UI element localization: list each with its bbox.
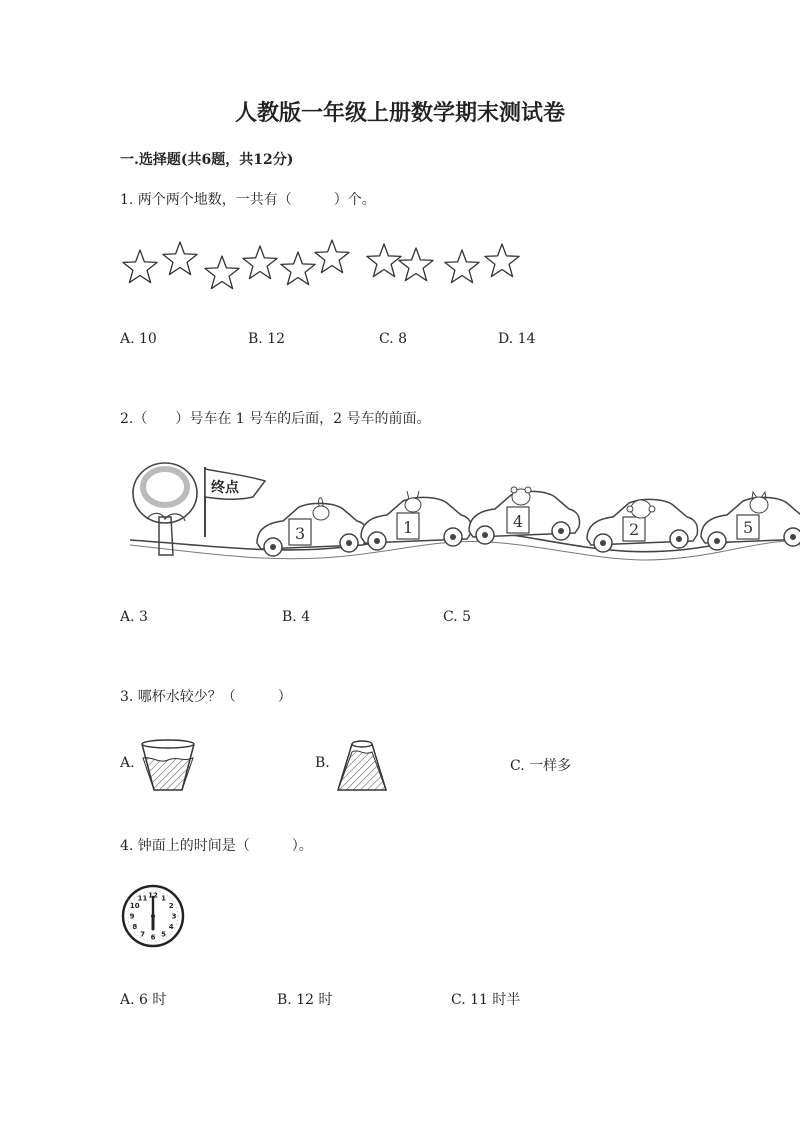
q2-option-c: C. 5 bbox=[443, 609, 472, 625]
section-heading: 一.选择题(共6题，共12分) bbox=[120, 152, 294, 168]
car-number: 2 bbox=[629, 520, 640, 539]
flag-label: 终点 bbox=[211, 480, 239, 496]
star-icon bbox=[367, 244, 401, 277]
cup-b-icon bbox=[334, 738, 390, 794]
finish-flag-icon bbox=[205, 467, 265, 537]
car-5 bbox=[701, 492, 800, 550]
q1-option-c: C. 8 bbox=[379, 331, 408, 347]
star-icon bbox=[123, 250, 157, 283]
star-icon bbox=[163, 242, 197, 275]
question-2-text: 2.（ ）号车在 1 号车的后面，2 号车的前面。 bbox=[120, 411, 431, 427]
clock-number: 7 bbox=[140, 930, 145, 939]
star-icon bbox=[485, 244, 519, 277]
car-number: 1 bbox=[403, 518, 414, 537]
car-number: 4 bbox=[513, 512, 524, 531]
star-icon bbox=[315, 240, 349, 273]
q3-option-c: C. 一样多 bbox=[510, 758, 572, 774]
clock-number: 12 bbox=[148, 891, 158, 900]
q3-option-b: B. bbox=[315, 755, 330, 771]
question-4-text: 4. 钟面上的时间是（ ）。 bbox=[120, 838, 313, 854]
clock-number: 1 bbox=[161, 894, 166, 903]
clock-number: 9 bbox=[129, 912, 135, 921]
clock-number: 2 bbox=[168, 902, 174, 910]
car-1 bbox=[361, 491, 472, 550]
q1-option-a: A. 10 bbox=[120, 331, 157, 347]
q3-option-a: A. bbox=[120, 755, 135, 771]
car-number: 5 bbox=[743, 518, 754, 537]
star-icon bbox=[243, 246, 277, 279]
q2-option-a: A. 3 bbox=[120, 609, 148, 625]
car-3 bbox=[257, 498, 368, 556]
car-number: 3 bbox=[295, 524, 306, 543]
car-4 bbox=[469, 487, 580, 544]
q2-option-b: B. 4 bbox=[282, 609, 311, 625]
race-figure bbox=[125, 455, 800, 570]
question-1-text: 1. 两个两个地数，一共有（ ）个。 bbox=[120, 192, 376, 208]
q4-option-b: B. 12 时 bbox=[277, 992, 333, 1008]
cup-a-icon bbox=[140, 738, 196, 794]
stars-figure bbox=[118, 236, 528, 296]
car-2 bbox=[587, 499, 698, 552]
q1-option-d: D. 14 bbox=[498, 331, 536, 347]
clock-number: 4 bbox=[168, 923, 174, 931]
page-title: 人教版一年级上册数学期末测试卷 bbox=[234, 100, 565, 126]
clock-number: 5 bbox=[161, 930, 166, 939]
clock-number: 10 bbox=[129, 902, 140, 910]
question-3-text: 3. 哪杯水较少？（ ） bbox=[120, 689, 292, 705]
clock-number: 8 bbox=[132, 923, 138, 931]
star-icon bbox=[205, 256, 239, 289]
clock-number: 6 bbox=[150, 933, 156, 942]
q1-option-b: B. 12 bbox=[248, 331, 286, 347]
star-icon bbox=[399, 248, 433, 281]
q4-option-a: A. 6 时 bbox=[120, 992, 167, 1008]
q4-option-c: C. 11 时半 bbox=[451, 992, 521, 1008]
clock-icon bbox=[121, 884, 185, 948]
star-icon bbox=[445, 250, 479, 283]
clock-number: 3 bbox=[171, 912, 177, 921]
star-icon bbox=[281, 252, 315, 285]
clock-number: 11 bbox=[137, 894, 148, 903]
